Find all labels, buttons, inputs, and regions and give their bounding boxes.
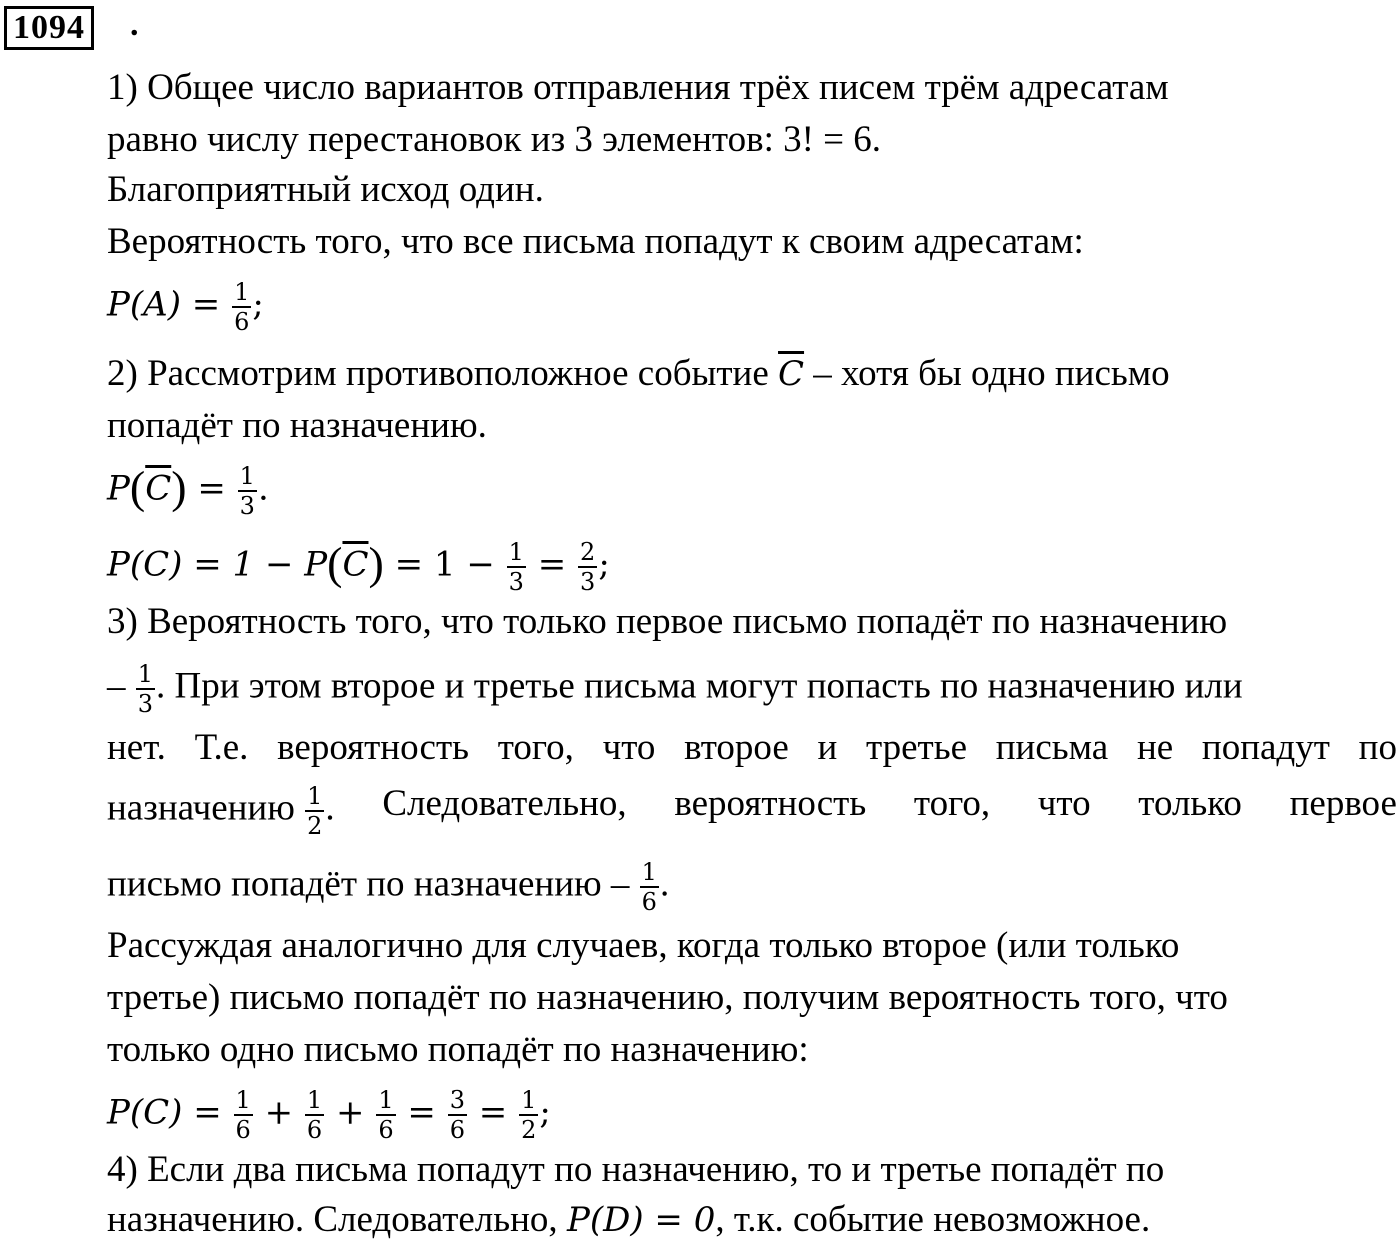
p3-line-4: назначению $\frac{1}{2}$ . Следовательно, вероятность того, что только первое	[107, 782, 1397, 840]
p3-line-8: только одно письмо попадёт по назначению:	[107, 1029, 809, 1070]
p1-formula: P(A) = $\frac{1}{6}$ ;	[107, 278, 264, 336]
p1-fraction: $\frac{1}{6}$	[234, 278, 250, 336]
p2-formula-2: $P(C) = 1 - P(\overline{C}) = 1$ − $\frac{1}{3}$ = $\frac{2}{3}$ ;	[107, 537, 610, 596]
p1-formula-lhs: P(A) =	[107, 284, 232, 325]
p1-line-3: Благоприятный исход один.	[107, 169, 544, 210]
p2-fraction-2: $\frac{1}{3}$	[508, 538, 524, 596]
p3-line-2: – $\frac{1}{3}$ . При этом второе и третье письма могут попасть по назначению или	[107, 660, 1243, 718]
p2-formula-1: $P(\overline{C})$ = $\frac{1}{3}$ .	[107, 461, 269, 520]
p1-line-4: Вероятность того, что все письма попадут к своим адресатам:	[107, 221, 1084, 262]
p4-line-2: назначению. Следовательно, P(D) = 0, т.к. событие невозможное.	[107, 1199, 1151, 1240]
p2-line-2: попадёт по назначению.	[107, 405, 487, 446]
problem-number-dot: .	[130, 6, 139, 43]
p3-line-5: письмо попадёт по назначению – $\frac{1}{6}$ .	[107, 858, 670, 916]
p4-formula: P(D) = 0	[566, 1200, 716, 1240]
p3-line-6: Рассуждая аналогично для случаев, когда только второе (или только	[107, 925, 1180, 966]
p3-line-3: нет. Т.е. вероятность того, что второе и третье письма не попадут по	[107, 727, 1397, 768]
p3-line-1: 3) Вероятность того, что только первое письмо попадёт по назначению	[107, 601, 1228, 642]
p3-line-7: третье) письмо попадёт по назначению, получим вероятность того, что	[107, 977, 1228, 1018]
p1-line-1: 1) Общее число вариантов отправления трёх писем трём адресатам	[107, 67, 1169, 108]
p2-fraction-3: $\frac{2}{3}$	[580, 538, 596, 596]
p3-formula: P(C) = $\frac{1}{6}$ + $\frac{1}{6}$ + $\frac{1}{6}$ = $\frac{3}{6}$ = $\frac{1}{2}$ ;	[107, 1086, 551, 1144]
p4-line-1: 4) Если два письма попадут по назначению, то и третье попадёт по	[107, 1149, 1165, 1190]
problem-number: 1094	[4, 6, 94, 50]
p3-fraction-3: $\frac{1}{6}$	[641, 858, 657, 916]
p2-line-1: 2) Рассмотрим противоположное событие $\overline{C}$ – хотя бы одно письмо	[107, 353, 1170, 394]
p3-fraction-2: $\frac{1}{2}$	[307, 782, 323, 840]
p1-line-2: равно числу перестановок из 3 элементов: 3! = 6.	[107, 119, 882, 160]
event-c-bar: $\overline{C}$	[778, 354, 805, 394]
p3-fraction-1: $\frac{1}{3}$	[137, 660, 154, 718]
p2-fraction-1: $\frac{1}{3}$	[239, 462, 255, 520]
